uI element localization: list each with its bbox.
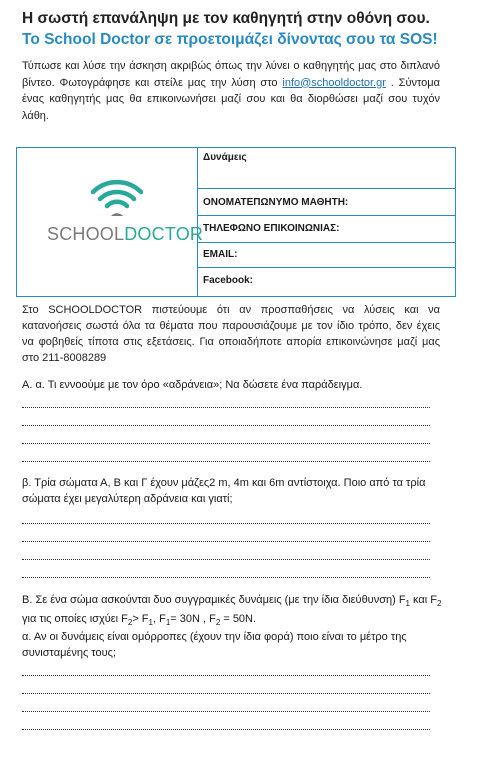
q3-sub: 2 [127,617,133,627]
q3-text-e: , F [152,612,166,625]
q3-subquestion-a: α. Αν οι δυνάμεις είναι ομόρροπες (έχουν την ίδια φορά) ποιο είναι το μέτρο της συνισταμένης τους; [22,631,407,659]
answer-line[interactable] [22,696,430,712]
info-fields [198,148,455,296]
field-topic: Δυνάμεις [198,148,455,189]
answer-line[interactable] [22,544,430,560]
q3-sub: 1 [148,617,153,627]
field-student-name[interactable]: ΟΝΟΜΑΤΕΠΩΝΥΜΟ ΜΑΘΗΤΗ: [198,189,455,216]
question-3 [22,593,442,661]
q3-text-g: = 50N. [220,612,257,625]
q3-sub: 2 [215,617,221,627]
intro-paragraph [22,58,440,124]
logo-cell [17,148,204,296]
page-subtitle: Το School Doctor σε προετοιμάζει δίνοντας σου τα SOS! [22,31,438,48]
logo-word-doctor: DOCTOR [124,224,204,244]
answer-line[interactable] [22,508,430,524]
field-phone[interactable]: ΤΗΛΕΦΩΝΟ ΕΠΙΚΟΙΝΩΝΙΑΣ: [198,216,455,243]
student-info-card [16,147,456,297]
answer-line[interactable] [22,410,430,426]
answer-line[interactable] [22,526,430,542]
logo-word-school: SCHOOL [47,224,125,244]
intro-text-end: . Σύντομα ένας καθηγητής μας θα επικοινωνήσει μαζί σου και θα διορθώσει μαζί σου τυχόν λάθη. [22,76,440,122]
answer-line[interactable] [22,428,430,444]
email-link[interactable]: info@schooldoctor.gr [282,76,386,89]
answer-line[interactable] [22,446,430,462]
intro-text-start: Τύπωσε και λύσε την άσκηση ακριβώς όπως την λύνει ο καθηγητής μας στο διπλανό βίντεο. Φωτογράφησε και στείλε μας την λύση στο [22,60,440,89]
answer-line[interactable] [22,678,430,694]
q3-text-c: για τις οποίες ισχύει F [22,612,128,625]
schooldoctor-logo [47,224,203,245]
field-email[interactable]: EMAIL: [198,243,455,268]
page-title: Η σωστή επανάληψη με τον καθηγητή στην οθόνη σου. [22,10,430,27]
q3-text-f: = 30N , F [170,612,216,625]
q3-sub: 1 [165,617,171,627]
q3-text-b: και F [410,594,438,606]
answer-line[interactable] [22,714,430,730]
question-1: Α. α. Τι εννοούμε με τον όρο «αδράνεια»; Να δώσετε ένα παράδειγμα. [22,379,363,391]
question-2: β. Τρία σώματα Α, Β και Γ έχουν μάζες2 m, 4m και 6m αντίστοιχα. Ποιο από τα τρία σώματα έχει μεγαλύτερη αδράνεια και γιατί; [22,477,426,505]
field-facebook[interactable]: Facebook: [203,275,254,286]
answer-line[interactable] [22,660,430,676]
answer-line[interactable] [22,392,430,408]
info-paragraph: Στο SCHOOLDOCTOR πιστεύουμε ότι αν προσπαθήσεις να λύσεις και να κατανοήσεις σωστά όλα τα θέματα που παρουσιάζουμε με τον ίδιο τρόπο, δεν έχεις να φοβηθείς τίποτα στις εξετάσεις. Για οποιαδήποτε απορία επικοινώνησε μαζί μας στο 211-8008289 [22,304,440,364]
answer-line[interactable] [22,562,430,578]
q3-text-a: Β. Σε ένα σώμα ασκούνται δυο συγγραμικές δυνάμεις (με την ίδια διεύθυνση) F [22,594,406,606]
q3-sub: 2 [437,599,442,609]
q3-sub: 1 [405,599,410,609]
q3-text-d: > F [132,612,149,625]
wifi-signal-icon [89,178,145,220]
